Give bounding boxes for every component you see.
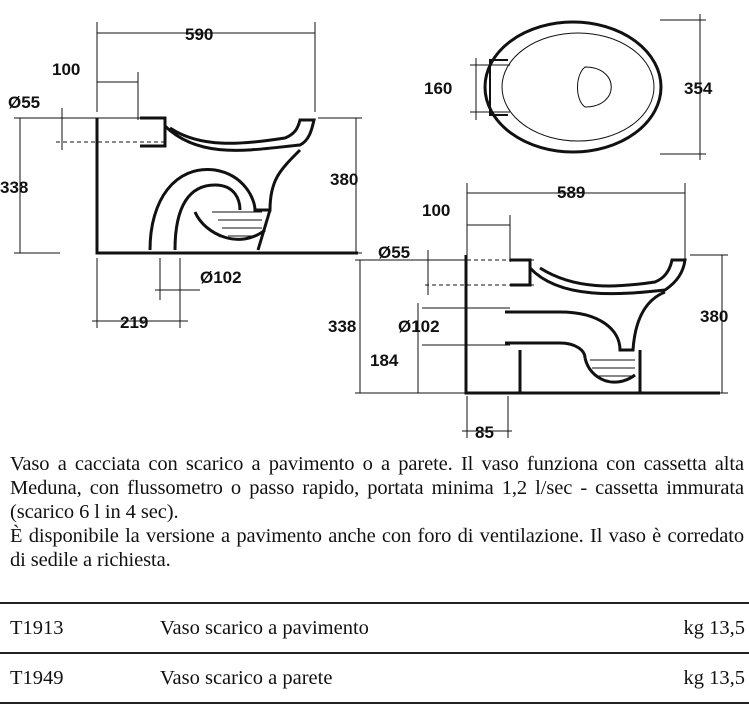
table-divider-bottom [0, 702, 749, 704]
product-name: Vaso scarico a pavimento [160, 617, 369, 639]
wall-inlet-height-label: 338 [328, 317, 357, 336]
description-paragraph-2: È disponibile la versione a pavimento anche con foro di ventilazione. Il vaso è corredato di sedile a richiesta. [10, 525, 744, 571]
wall-offset-label: 100 [422, 201, 451, 220]
product-code: T1913 [10, 617, 64, 639]
floor-inlet-diameter-label: Ø55 [8, 93, 41, 112]
table-row [0, 667, 749, 697]
floor-outlet-distance-label: 219 [120, 313, 149, 332]
floor-outlet-diameter-label: Ø102 [200, 268, 242, 287]
top-width-label: 160 [424, 79, 453, 98]
wall-total-height-label: 380 [700, 307, 729, 326]
wall-outlet-diameter-label: Ø102 [398, 317, 440, 336]
wall-distance-label: 85 [475, 423, 494, 440]
floor-inlet-height-label: 338 [0, 178, 29, 197]
top-depth-label: 354 [684, 79, 713, 98]
product-code: T1949 [10, 667, 64, 689]
wall-inlet-diameter-label: Ø55 [378, 243, 411, 262]
floor-total-height-label: 380 [330, 170, 359, 189]
description-paragraph-1: Vaso a cacciata con scarico a pavimento o a parete. Il vaso funziona con cassetta alta Meduna, con flussometro o passo rapido, portata minima 1,2 l/sec - cassetta immurata (scarico 6 l in 4 sec). [10, 453, 744, 523]
wall-width-label: 589 [557, 183, 586, 202]
table-divider-top [0, 602, 749, 604]
product-weight: kg 13,5 [683, 667, 745, 689]
table-divider-middle [0, 652, 749, 654]
product-description [10, 452, 744, 572]
product-name: Vaso scarico a parete [160, 667, 333, 689]
wall-outlet-height-label: 184 [370, 351, 399, 370]
wall-outlet-side-view [355, 183, 728, 438]
top-view [470, 14, 706, 160]
floor-offset-label: 100 [52, 60, 81, 79]
table-row [0, 617, 749, 647]
floor-width-label: 590 [185, 25, 214, 44]
product-weight: kg 13,5 [683, 617, 745, 639]
